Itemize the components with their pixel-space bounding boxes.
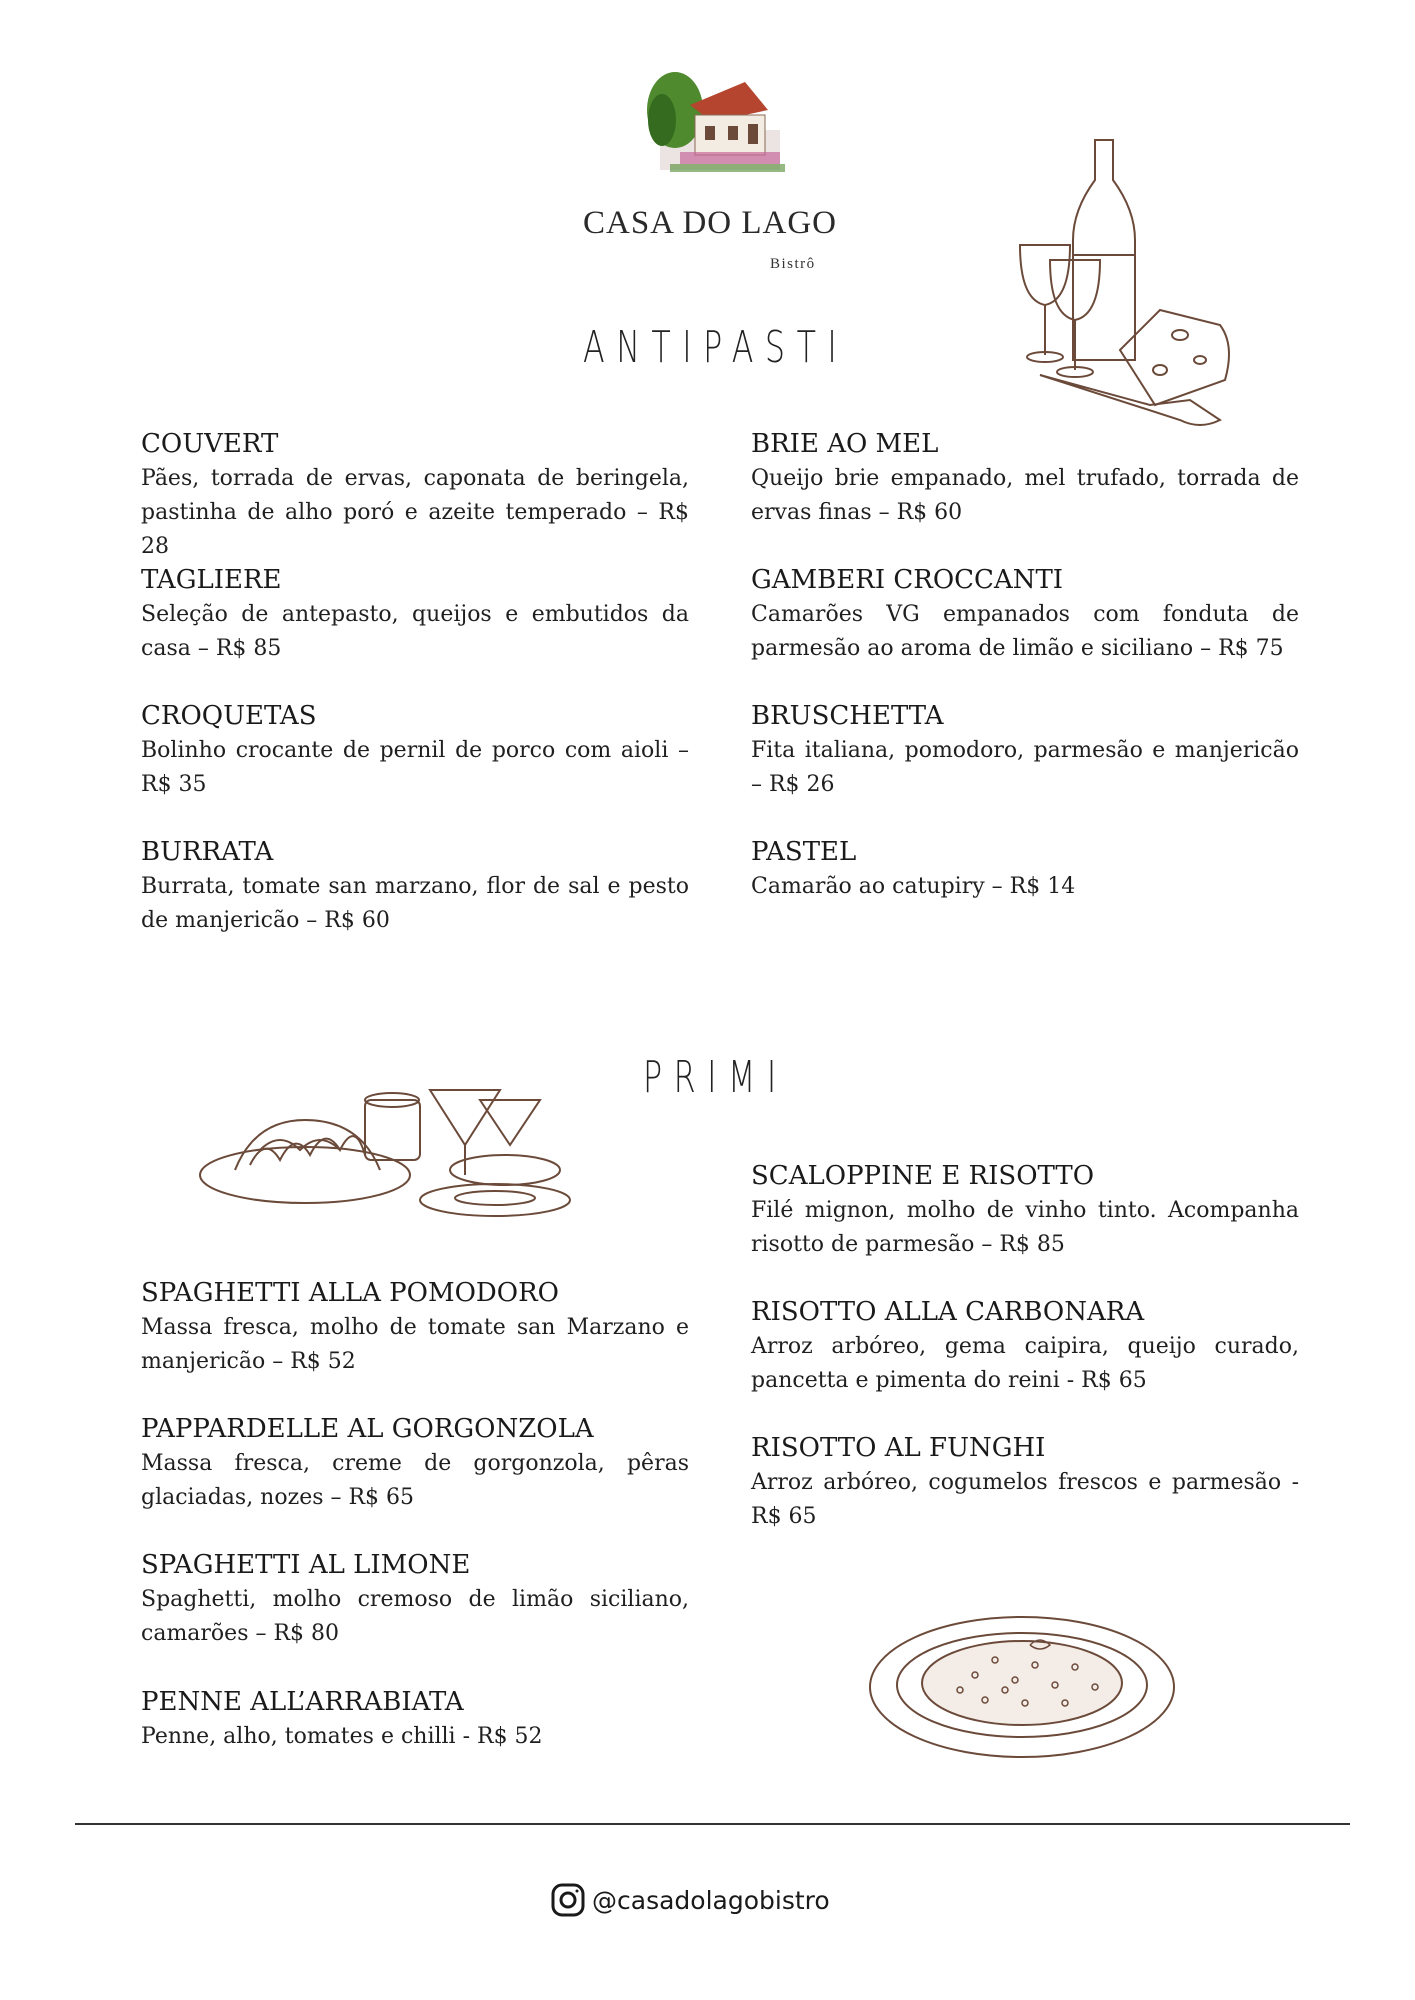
item-description: Massa fresca, molho de tomate san Marzano e manjericão – R$ 52 (141, 1315, 689, 1374)
item-name: TAGLIERE (141, 565, 282, 595)
item-name: PASTEL (751, 837, 857, 867)
item-description: Seleção de antepasto, queijos e embutidos da casa – R$ 85 (141, 602, 689, 661)
item-description: Arroz arbóreo, gema caipira, queijo curado, pancetta e pimenta do reini - R$ 65 (751, 1334, 1299, 1393)
wine-cheese-illustration (1010, 135, 1240, 435)
menu-item (141, 836, 689, 938)
footer-divider (75, 1823, 1350, 1825)
item-description: Pães, torrada de ervas, caponata de beringela, pastinha de alho poró e azeite temperado – R$ 28 (141, 466, 689, 559)
house-illustration (640, 60, 790, 180)
menu-item (141, 428, 689, 564)
menu-item (751, 428, 1299, 530)
item-name: COUVERT (141, 429, 279, 459)
menu-item (751, 836, 1299, 904)
menu-item (141, 1549, 689, 1651)
item-description: Camarões VG empanados com fonduta de parmesão ao aroma de limão e siciliano – R$ 75 (751, 602, 1299, 661)
instagram-icon (550, 1882, 586, 1918)
item-name: RISOTTO AL FUNGHI (751, 1433, 1046, 1463)
item-name: GAMBERI CROCCANTI (751, 565, 1064, 595)
section-title-antipasti: ANTIPASTI (583, 322, 849, 373)
item-name: SPAGHETTI ALLA POMODORO (141, 1278, 559, 1308)
item-description: Massa fresca, creme de gorgonzola, pêras glaciadas, nozes – R$ 65 (141, 1451, 689, 1510)
menu-item (751, 1160, 1299, 1262)
menu-item (751, 700, 1299, 802)
menu-item (751, 564, 1299, 666)
menu-item (141, 700, 689, 802)
item-description: Burrata, tomate san marzano, flor de sal e pesto de manjericão – R$ 60 (141, 874, 689, 933)
menu-item (141, 1413, 689, 1515)
item-name: PAPPARDELLE AL GORGONZOLA (141, 1414, 594, 1444)
section-title-primi: PRIMI (643, 1052, 788, 1103)
item-description: Fita italiana, pomodoro, parmesão e manjericão – R$ 26 (751, 738, 1299, 797)
instagram-handle-text: @casadolagobistro (592, 1885, 830, 1915)
risotto-plate-illustration (865, 1605, 1180, 1765)
instagram-handle[interactable] (550, 1882, 830, 1918)
item-description: Camarão ao catupiry – R$ 14 (751, 874, 1076, 899)
item-name: CROQUETAS (141, 701, 317, 731)
item-name: RISOTTO ALLA CARBONARA (751, 1297, 1145, 1327)
menu-item (141, 1277, 689, 1379)
item-description: Arroz arbóreo, cogumelos frescos e parmesão - R$ 65 (751, 1470, 1299, 1529)
item-name: PENNE ALL’ARRABIATA (141, 1687, 464, 1717)
brand-subtitle: Bistrô (770, 256, 816, 272)
item-description: Penne, alho, tomates e chilli - R$ 52 (141, 1724, 543, 1749)
item-name: BRUSCHETTA (751, 701, 944, 731)
pasta-illustration (195, 1080, 575, 1225)
item-description: Queijo brie empanado, mel trufado, torrada de ervas finas – R$ 60 (751, 466, 1299, 525)
menu-item (141, 564, 689, 666)
brand-name: CASA DO LAGO (582, 205, 838, 241)
item-description: Spaghetti, molho cremoso de limão siciliano, camarões – R$ 80 (141, 1587, 689, 1646)
item-description: Bolinho crocante de pernil de porco com aioli – R$ 35 (141, 738, 689, 797)
menu-item (141, 1686, 689, 1754)
item-name: BURRATA (141, 837, 274, 867)
item-description: Filé mignon, molho de vinho tinto. Acompanha risotto de parmesão – R$ 85 (751, 1198, 1299, 1257)
logo (640, 60, 790, 180)
item-name: SPAGHETTI AL LIMONE (141, 1550, 471, 1580)
menu-item (751, 1296, 1299, 1398)
menu-item (751, 1432, 1299, 1534)
item-name: SCALOPPINE E RISOTTO (751, 1161, 1095, 1191)
item-name: BRIE AO MEL (751, 429, 939, 459)
